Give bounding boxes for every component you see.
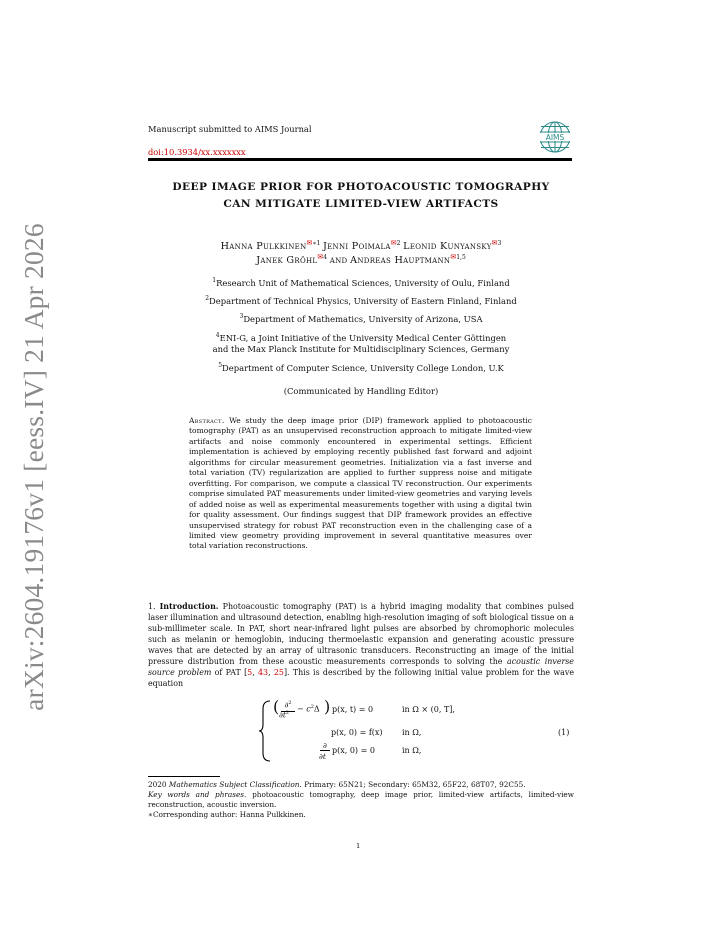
equation-line-2: p(x, 0) = f(x) bbox=[331, 728, 383, 737]
laplacian-term: − $c^2\Delta$ bbox=[297, 704, 320, 714]
affiliation-2: $^2$Department of Technical Physics, University of Eastern Finland, Finland bbox=[205, 295, 517, 306]
author-name: Jenni Poimala bbox=[322, 240, 391, 252]
affiliation-5: $^5$Department of Computer Science, University College London, U.K bbox=[218, 362, 504, 373]
author-name: Hanna Pulkkinen bbox=[220, 240, 307, 252]
email-icon: ✉ bbox=[491, 239, 498, 247]
msc-footnote: 2020 Mathematics Subject Classification. Primary: 65N21; Secondary: 65M32, 65F22, 68T07, 92C55. bbox=[148, 780, 526, 789]
emphasis: acoustic inverse source problem bbox=[148, 656, 574, 677]
citation-link[interactable]: 25 bbox=[273, 667, 284, 677]
page-number: 1 bbox=[356, 842, 361, 850]
author-line-1: Hanna Pulkkinen$^{✉∗1}$ Jenni Poimala$^{✉2}$ Leonid Kunyansky$^{✉3}$ bbox=[220, 239, 502, 252]
email-icon: ✉ bbox=[390, 239, 397, 247]
equation-number: (1) bbox=[558, 728, 570, 737]
footnotes bbox=[148, 780, 574, 820]
arxiv-identifier-stamp bbox=[4, 223, 64, 711]
fraction-denominator: $\partial t^2$ bbox=[279, 710, 290, 720]
header-rule bbox=[148, 158, 572, 161]
author-conjunction: and bbox=[329, 254, 348, 266]
affiliation-3: $^3$Department of Mathematics, University of Arizona, USA bbox=[239, 313, 483, 324]
abstract-text: We study the deep image prior (DIP) framework applied to photoacoustic tomography (PAT) as an unsupervised reconstruction approach to mitigate limited-view artifacts and noise commonly encountered in experimental settings. Efficient implementation is achieved by employing recently published fast forward and adjoint algorithms for circular measurement geometries. Initialization via a fast inverse and total variation (TV) regularization are applied to further suppress noise and mitigate overfitting. For comparison, we compute a classical TV reconstruction. Our experiments comprise simulated PAT measurements under limited-view geometries and varying levels of added noise as well as experimental measurements together with using a digital twin for quality assessment. Our findings suggest that DIP framework provides an effective unsupervised strategy for robust PAT reconstruction even in the challenging case of a limited view geometry providing improvement in several quantitative measures over total variation reconstructions. bbox=[189, 416, 532, 551]
corresponding-author-footnote: ∗Corresponding author: Hanna Pulkkinen. bbox=[148, 810, 306, 819]
affiliation-4-cont: and the Max Planck Institute for Multidisciplinary Sciences, Germany bbox=[212, 344, 510, 354]
affiliation-4: $^4$ENI-G, a Joint Initiative of the University Medical Center Göttingen bbox=[215, 332, 507, 343]
introduction-paragraph: 1. Introduction. Photoacoustic tomography (PAT) is a hybrid imaging modality that combines pulsed laser illumination and ultrasound detection, enabling high-resolution imaging of soft biological tissue on a sub-millimeter scale. In PAT, short near-infrared light pulses are absorbed by chromophoric molecules such as melanin or hemoglobin, inducing thermoelastic expansion and generating acoustic pressure waves that are detected by an array of ultrasonic transducers. Reconstructing an image of the initial pressure distribution from these acoustic measurements corresponds to solving the acoustic inverse source problem of PAT [5, 43, 25]. This is described by the following initial value problem for the wave equation bbox=[148, 602, 574, 688]
partial-denominator: ∂t bbox=[319, 752, 326, 761]
author-name: Janek Gröhl bbox=[256, 254, 318, 266]
section-heading: Introduction. bbox=[159, 602, 219, 611]
author-name: Andreas Hauptmann bbox=[350, 254, 451, 266]
affiliation-1: $^1$Research Unit of Mathematical Sciences, University of Oulu, Finland bbox=[212, 277, 510, 288]
equation-condition-1: in Ω × (0, T], bbox=[402, 705, 455, 714]
keywords-footnote: Key words and phrases. photoacoustic tomography, deep image prior, limited-view artifacts, limited-view reconstruction, acoustic inversion. bbox=[148, 790, 574, 809]
equation-line-3: p(x, 0) = 0 bbox=[332, 746, 375, 755]
author-name: Leonid Kunyansky bbox=[403, 240, 492, 252]
equation-brace bbox=[258, 700, 272, 762]
abstract-label: Abstract. bbox=[189, 416, 225, 425]
arxiv-stamp-text: arXiv:2604.19176v1 [eess.IV] 21 Apr 2026 bbox=[18, 223, 49, 711]
doi-link[interactable]: doi:10.3934/xx.xxxxxxx bbox=[148, 147, 246, 157]
author-line-2: Janek Gröhl$^{✉4}$ and Andreas Hauptmann$^{✉1,5}$ bbox=[256, 253, 466, 266]
equation-condition-3: in Ω, bbox=[402, 746, 422, 755]
partial-numerator: ∂ bbox=[320, 741, 330, 751]
paper-title-line-2: CAN MITIGATE LIMITED-VIEW ARTIFACTS bbox=[223, 198, 499, 210]
big-paren-open: ( bbox=[273, 697, 280, 716]
email-icon: ✉ bbox=[306, 239, 313, 247]
abstract bbox=[189, 416, 532, 552]
aims-globe-logo bbox=[536, 120, 574, 156]
footnote-rule bbox=[148, 776, 220, 777]
equation-condition-2: in Ω, bbox=[402, 728, 422, 737]
fraction-numerator: ∂$^2$ bbox=[281, 698, 295, 712]
journal-note: Manuscript submitted to AIMS Journal bbox=[148, 124, 312, 134]
email-icon: ✉ bbox=[317, 253, 324, 261]
citation-link[interactable]: 5 bbox=[247, 667, 253, 677]
email-icon: ✉ bbox=[450, 253, 457, 261]
logo-text: AIMS bbox=[545, 133, 565, 142]
citation-link[interactable]: 43 bbox=[258, 667, 269, 677]
big-paren-close: ) bbox=[324, 697, 331, 716]
paper-title-line-1: DEEP IMAGE PRIOR FOR PHOTOACOUSTIC TOMOGRAPHY bbox=[172, 181, 550, 193]
equation-line-1: p(x, t) = 0 bbox=[332, 705, 374, 714]
communicated-by: (Communicated by Handling Editor) bbox=[283, 386, 439, 396]
